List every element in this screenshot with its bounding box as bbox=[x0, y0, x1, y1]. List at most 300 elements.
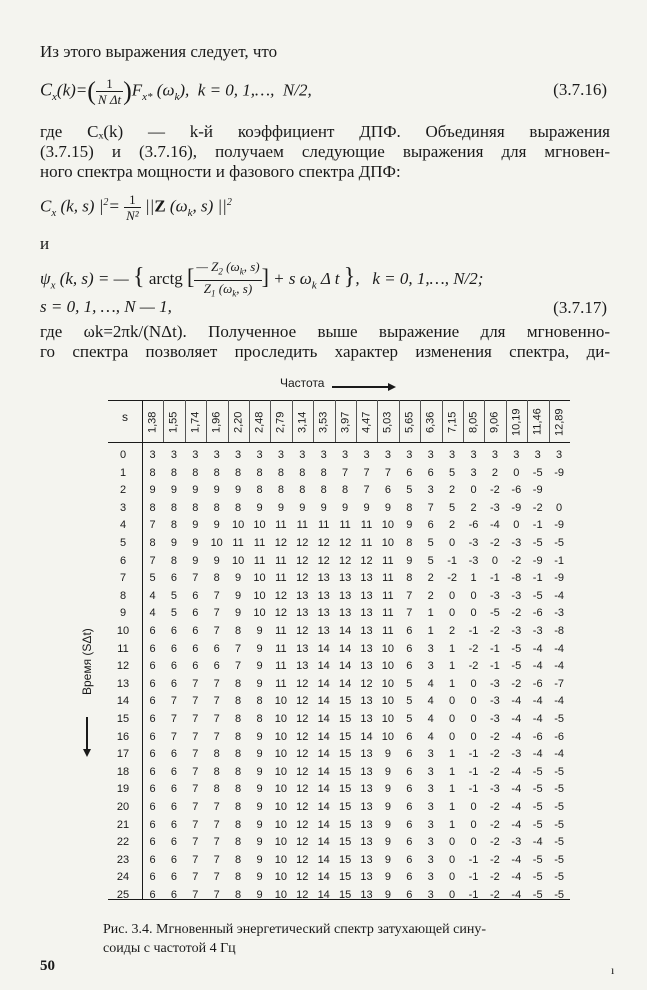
table-cell: 13 bbox=[360, 713, 373, 725]
table-cell: 7 bbox=[213, 607, 220, 620]
table-cell: 6 bbox=[406, 625, 413, 637]
table-cell: 9 bbox=[406, 519, 413, 532]
table-cell: 9 bbox=[170, 537, 177, 549]
table-cell: 13 bbox=[360, 695, 373, 708]
table-cell: 3 bbox=[299, 449, 306, 461]
table-cell: -4 bbox=[532, 695, 543, 708]
table-cell: 0 bbox=[470, 589, 477, 602]
table-cell: 9 bbox=[256, 853, 263, 866]
table-cell: 15 bbox=[338, 801, 352, 813]
header-divider bbox=[313, 400, 314, 442]
table-cell: 12 bbox=[296, 695, 309, 708]
row-index-cell: 23 bbox=[116, 853, 130, 866]
table-cell: 6 bbox=[406, 818, 413, 831]
table-cell: 6 bbox=[170, 748, 177, 761]
table-cell: 8 bbox=[235, 748, 242, 761]
table-cell: -4 bbox=[554, 660, 564, 673]
table-cell: 8 bbox=[170, 501, 177, 514]
table-cell: -2 bbox=[511, 554, 522, 567]
table-cell: 15 bbox=[338, 836, 352, 849]
table-cell: 10 bbox=[210, 537, 223, 549]
table-cell: 9 bbox=[406, 554, 413, 567]
table-cell: 8 bbox=[213, 572, 220, 585]
table-cell: 12 bbox=[338, 537, 352, 549]
table-cell: -1 bbox=[447, 554, 457, 567]
table-cell: 3 bbox=[320, 449, 327, 461]
header-divider bbox=[484, 400, 485, 442]
table-cell: 14 bbox=[317, 765, 330, 778]
table-row bbox=[108, 711, 570, 729]
table-cell: 6 bbox=[192, 589, 199, 602]
table-cell: 9 bbox=[384, 889, 391, 901]
table-cell: 4 bbox=[149, 607, 156, 620]
table-cell: 10 bbox=[381, 642, 395, 655]
table-cell: 9 bbox=[256, 818, 263, 831]
table-cell: 13 bbox=[338, 589, 352, 602]
row-index-cell: 24 bbox=[116, 871, 130, 884]
table-cell: 13 bbox=[360, 748, 373, 761]
frequency-header-cell: 2,79 bbox=[274, 411, 287, 433]
table-cell: -2 bbox=[490, 484, 500, 497]
table-cell: 7 bbox=[192, 889, 199, 901]
table-cell: 8 bbox=[406, 501, 413, 514]
table-cell: 6 bbox=[406, 801, 413, 813]
header-divider bbox=[335, 400, 336, 442]
table-cell: 12 bbox=[338, 554, 352, 567]
header-divider bbox=[206, 400, 207, 442]
table-cell: 8 bbox=[256, 484, 263, 497]
header-divider bbox=[549, 400, 550, 442]
table-cell: 2 bbox=[427, 589, 434, 602]
table-cell: -3 bbox=[511, 625, 522, 637]
table-cell: -2 bbox=[490, 818, 500, 831]
table-cell: 15 bbox=[338, 889, 352, 901]
table-cell: 9 bbox=[256, 889, 263, 901]
table-cell: -9 bbox=[511, 501, 522, 514]
table-cell: 9 bbox=[384, 836, 391, 849]
table-cell: 8 bbox=[235, 783, 242, 796]
table-cell: 3 bbox=[277, 449, 284, 461]
table-cell: 5 bbox=[149, 572, 156, 585]
table-cell: 8 bbox=[235, 713, 242, 725]
table-cell: 1 bbox=[449, 642, 456, 655]
table-cell: 9 bbox=[213, 554, 220, 567]
table-cell: 14 bbox=[317, 853, 330, 866]
table-cell: 1 bbox=[449, 677, 456, 690]
table-cell: 9 bbox=[256, 730, 263, 743]
table-cell: 13 bbox=[360, 660, 373, 673]
table-cell: 8 bbox=[235, 853, 242, 866]
table-cell: 6 bbox=[149, 677, 156, 690]
table-cell: 12 bbox=[296, 554, 309, 567]
table-cell: 9 bbox=[192, 554, 199, 567]
table-cell: -9 bbox=[532, 484, 543, 497]
table-cell: 3 bbox=[449, 449, 456, 461]
table-cell: 15 bbox=[338, 818, 352, 831]
table-cell: 8 bbox=[192, 466, 199, 479]
table-cell: -3 bbox=[490, 713, 500, 725]
table-cell: 12 bbox=[274, 607, 288, 620]
table-cell: 10 bbox=[274, 713, 288, 725]
table-cell: -5 bbox=[532, 537, 543, 549]
table-cell: -1 bbox=[468, 765, 479, 778]
frequency-header-cell: 1,55 bbox=[167, 411, 180, 433]
table-cell: 10 bbox=[381, 537, 395, 549]
frequency-header-cell: 4,47 bbox=[360, 411, 373, 433]
table-cell: 11 bbox=[382, 589, 394, 602]
table-cell: 7 bbox=[235, 660, 242, 673]
table-cell: 12 bbox=[296, 713, 309, 725]
table-cell: 7 bbox=[170, 695, 177, 708]
table-row bbox=[108, 799, 570, 817]
row-index-cell: 12 bbox=[116, 660, 130, 673]
table-cell: 7 bbox=[192, 836, 199, 849]
table-cell: 8 bbox=[277, 484, 284, 497]
table-cell: 6 bbox=[170, 853, 177, 866]
table-cell: 3 bbox=[170, 449, 177, 461]
table-row bbox=[108, 676, 570, 694]
table-cell: -4 bbox=[532, 748, 543, 761]
table-cell: 3 bbox=[213, 449, 220, 461]
table-cell: 9 bbox=[235, 607, 242, 620]
table-cell: 7 bbox=[149, 554, 156, 567]
equation-3-7-16: $C_x(k)=$( $\frac{1}{\text{N Δt}}$ )$F_{x*}$ $(\omega_k)$, k = 0, 1,…, N/2, bbox=[40, 76, 312, 107]
table-cell: 6 bbox=[170, 836, 177, 849]
table-cell: -3 bbox=[490, 501, 500, 514]
table-cell: 0 bbox=[449, 853, 456, 866]
table-cell: 0 bbox=[470, 730, 477, 743]
header-divider bbox=[292, 400, 293, 442]
table-cell: 7 bbox=[213, 836, 220, 849]
row-index-cell: 11 bbox=[117, 642, 129, 655]
table-cell: 9 bbox=[192, 519, 199, 532]
table-cell: -2 bbox=[468, 660, 479, 673]
table-cell: 13 bbox=[360, 836, 373, 849]
frequency-header-cell: 1,74 bbox=[189, 411, 202, 433]
table-cell: 6 bbox=[170, 660, 177, 673]
table-cell: 9 bbox=[256, 501, 263, 514]
table-cell: 7 bbox=[213, 871, 220, 884]
table-cell: 8 bbox=[235, 501, 242, 514]
table-cell: 8 bbox=[149, 537, 156, 549]
table-cell: -2 bbox=[490, 889, 500, 901]
table-cell: 3 bbox=[427, 783, 434, 796]
table-cell: 0 bbox=[449, 871, 456, 884]
table-cell: 7 bbox=[406, 607, 413, 620]
table-cell: 13 bbox=[338, 607, 352, 620]
table-cell: 11 bbox=[232, 537, 244, 549]
table-header-rule bbox=[108, 442, 570, 443]
table-cell: 9 bbox=[256, 642, 263, 655]
table-cell: 12 bbox=[317, 537, 330, 549]
table-cell: 9 bbox=[384, 765, 391, 778]
table-cell: 7 bbox=[149, 519, 156, 532]
table-cell: 11 bbox=[253, 537, 266, 549]
table-cell: 3 bbox=[427, 642, 434, 655]
table-cell: 9 bbox=[342, 501, 349, 514]
table-cell: 6 bbox=[149, 783, 156, 796]
table-cell: 5 bbox=[427, 554, 434, 567]
table-cell: 0 bbox=[449, 607, 456, 620]
table-cell: 4 bbox=[427, 695, 434, 708]
table-cell: 9 bbox=[384, 501, 391, 514]
table-cell: 6 bbox=[384, 484, 391, 497]
table-cell: 7 bbox=[192, 748, 199, 761]
table-cell: 15 bbox=[338, 853, 352, 866]
table-cell: 10 bbox=[274, 695, 288, 708]
table-cell: 10 bbox=[274, 853, 288, 866]
table-cell: -2 bbox=[490, 871, 500, 884]
table-row bbox=[108, 553, 570, 571]
table-cell: 9 bbox=[256, 660, 263, 673]
header-divider bbox=[527, 400, 528, 442]
table-cell: 6 bbox=[149, 713, 156, 725]
table-cell: 14 bbox=[317, 642, 330, 655]
table-cell: 7 bbox=[192, 783, 199, 796]
frequency-header-cell: 12,89 bbox=[553, 408, 566, 436]
frequency-axis-label: Частота bbox=[280, 376, 325, 390]
table-cell: 13 bbox=[360, 765, 373, 778]
table-cell: 12 bbox=[296, 871, 309, 884]
row-index-cell: 9 bbox=[119, 607, 127, 620]
table-cell: 0 bbox=[470, 677, 477, 690]
margin-mark: ı bbox=[611, 963, 615, 977]
table-cell: 7 bbox=[342, 466, 349, 479]
table-cell: 13 bbox=[360, 853, 373, 866]
table-cell: 10 bbox=[381, 695, 395, 708]
frequency-header-cell: 9,06 bbox=[488, 411, 501, 433]
table-cell: -2 bbox=[490, 730, 500, 743]
table-cell: 3 bbox=[427, 836, 434, 849]
table-cell: 6 bbox=[170, 889, 177, 901]
table-cell: 8 bbox=[256, 695, 263, 708]
table-cell: 10 bbox=[381, 519, 395, 532]
table-cell: 13 bbox=[317, 589, 330, 602]
table-cell: 11 bbox=[317, 519, 330, 532]
table-cell: 13 bbox=[360, 625, 373, 637]
frequency-header-cell: 10,19 bbox=[510, 408, 523, 436]
table-cell: 9 bbox=[256, 677, 263, 690]
table-cell: -5 bbox=[532, 466, 543, 479]
table-cell: 0 bbox=[449, 730, 456, 743]
table-cell: -3 bbox=[511, 537, 522, 549]
table-row bbox=[108, 517, 570, 535]
table-cell: 12 bbox=[360, 677, 373, 690]
table-cell: 12 bbox=[296, 836, 309, 849]
table-cell: 9 bbox=[170, 484, 177, 497]
table-cell: 14 bbox=[317, 730, 330, 743]
table-cell: 14 bbox=[317, 695, 330, 708]
table-cell: 10 bbox=[274, 871, 288, 884]
table-cell: 9 bbox=[256, 801, 263, 813]
table-cell: -5 bbox=[554, 871, 564, 884]
table-row bbox=[108, 746, 570, 764]
table-cell: 6 bbox=[149, 801, 156, 813]
row-index-cell: 22 bbox=[116, 836, 130, 849]
table-cell: -4 bbox=[511, 713, 522, 725]
table-cell: -4 bbox=[554, 695, 564, 708]
table-cell: 6 bbox=[192, 625, 199, 637]
header-divider bbox=[463, 400, 464, 442]
table-cell: -3 bbox=[468, 537, 479, 549]
table-cell: 6 bbox=[149, 748, 156, 761]
table-cell: 6 bbox=[170, 765, 177, 778]
table-cell: 13 bbox=[360, 801, 373, 813]
table-cell: 6 bbox=[170, 818, 177, 831]
table-cell: 0 bbox=[556, 501, 563, 514]
table-cell: 8 bbox=[299, 484, 306, 497]
header-divider bbox=[442, 400, 443, 442]
table-cell: 7 bbox=[213, 818, 220, 831]
table-row bbox=[108, 535, 570, 553]
frequency-header-cell: 5,65 bbox=[403, 411, 416, 433]
table-cell: 13 bbox=[360, 572, 373, 585]
row-index-cell: 14 bbox=[116, 695, 130, 708]
table-cell: 9 bbox=[320, 501, 327, 514]
table-cell: 9 bbox=[256, 871, 263, 884]
table-cell: 13 bbox=[296, 642, 309, 655]
table-cell: 7 bbox=[213, 589, 220, 602]
table-cell: 9 bbox=[384, 748, 391, 761]
table-cell: -4 bbox=[532, 660, 543, 673]
table-cell: 15 bbox=[338, 871, 352, 884]
table-cell: 5 bbox=[406, 713, 413, 725]
table-cell: 8 bbox=[235, 625, 242, 637]
row-index-cell: 4 bbox=[119, 519, 127, 532]
table-cell: 14 bbox=[317, 836, 330, 849]
table-cell: 14 bbox=[338, 625, 352, 637]
table-cell: 0 bbox=[449, 695, 456, 708]
table-cell: -1 bbox=[490, 660, 500, 673]
table-cell: -1 bbox=[468, 748, 479, 761]
table-cell: 14 bbox=[317, 889, 330, 901]
table-cell: 4 bbox=[149, 589, 156, 602]
table-cell: 8 bbox=[192, 501, 199, 514]
header-divider bbox=[270, 400, 271, 442]
table-cell: 8 bbox=[256, 713, 263, 725]
table-cell: 7 bbox=[192, 818, 199, 831]
table-cell: 8 bbox=[235, 466, 242, 479]
table-row bbox=[108, 570, 570, 588]
table-cell: -6 bbox=[554, 730, 564, 743]
row-index-cell: 3 bbox=[119, 501, 127, 514]
table-cell: 7 bbox=[192, 730, 199, 743]
table-cell: 3 bbox=[235, 449, 242, 461]
table-cell: 1 bbox=[449, 660, 456, 673]
row-index-cell: 17 bbox=[116, 748, 130, 761]
row-index-cell: 25 bbox=[116, 889, 130, 901]
table-cell: 14 bbox=[338, 660, 352, 673]
table-cell: 7 bbox=[427, 501, 434, 514]
table-cell: 11 bbox=[382, 554, 394, 567]
paragraph-line: где ωk=2πk/(NΔt). Полученное выше выражение для мгновенно- bbox=[40, 322, 610, 341]
table-cell: 3 bbox=[427, 801, 434, 813]
table-cell: 9 bbox=[384, 853, 391, 866]
table-cell: -5 bbox=[532, 801, 543, 813]
table-cell: 3 bbox=[491, 449, 498, 461]
table-cell: 7 bbox=[363, 466, 370, 479]
table-cell: 13 bbox=[360, 889, 373, 901]
table-cell: 11 bbox=[275, 660, 287, 673]
table-cell: 8 bbox=[213, 748, 220, 761]
table-cell: -1 bbox=[468, 783, 479, 796]
table-row bbox=[108, 500, 570, 518]
paragraph-line: где Cₓ(k) — k-й коэффициент ДПФ. Объединяя выражения bbox=[40, 122, 610, 141]
table-cell: 7 bbox=[213, 889, 220, 901]
table-cell: 3 bbox=[384, 449, 391, 461]
table-cell: -3 bbox=[468, 554, 479, 567]
table-cell: 7 bbox=[170, 713, 177, 725]
table-cell: 6 bbox=[406, 783, 413, 796]
table-cell: 11 bbox=[253, 554, 266, 567]
table-row bbox=[108, 817, 570, 835]
table-cell: 12 bbox=[296, 889, 309, 901]
table-cell: 3 bbox=[427, 748, 434, 761]
table-cell: 7 bbox=[213, 625, 220, 637]
table-cell: 7 bbox=[192, 572, 199, 585]
table-cell: -4 bbox=[511, 783, 522, 796]
caption-line: Рис. 3.4. Мгновенный энергетический спектр затухающей сину- bbox=[103, 922, 486, 937]
table-cell: -2 bbox=[532, 501, 543, 514]
table-cell: -5 bbox=[554, 836, 564, 849]
table-cell: 6 bbox=[170, 625, 177, 637]
table-cell: 14 bbox=[317, 713, 330, 725]
table-cell: -9 bbox=[554, 519, 564, 532]
table-cell: -5 bbox=[490, 607, 500, 620]
table-cell: -3 bbox=[490, 677, 500, 690]
table-cell: 7 bbox=[235, 642, 242, 655]
table-cell: -4 bbox=[511, 871, 522, 884]
table-cell: -3 bbox=[511, 589, 522, 602]
table-cell: 13 bbox=[360, 871, 373, 884]
table-cell: 13 bbox=[296, 660, 309, 673]
table-cell: -5 bbox=[532, 889, 543, 901]
table-cell: -4 bbox=[511, 695, 522, 708]
table-cell: 8 bbox=[235, 801, 242, 813]
table-cell: 9 bbox=[384, 783, 391, 796]
table-cell: 10 bbox=[274, 783, 288, 796]
row-index-cell: 10 bbox=[116, 625, 130, 637]
table-cell: 2 bbox=[427, 572, 434, 585]
table-cell: 13 bbox=[360, 642, 373, 655]
table-cell: -2 bbox=[490, 801, 500, 813]
table-cell: 6 bbox=[170, 783, 177, 796]
table-row bbox=[108, 482, 570, 500]
intro-line: Из этого выражения следует, что bbox=[40, 42, 278, 61]
frequency-header-cell: 3,14 bbox=[296, 411, 309, 433]
table-cell: 2 bbox=[491, 466, 498, 479]
row-index-cell: 0 bbox=[119, 449, 127, 461]
table-cell: -5 bbox=[554, 713, 564, 725]
table-cell: -1 bbox=[532, 519, 543, 532]
table-row bbox=[108, 588, 570, 606]
table-cell: 6 bbox=[149, 889, 156, 901]
table-cell: 9 bbox=[256, 765, 263, 778]
table-cell: 6 bbox=[149, 836, 156, 849]
table-cell: -3 bbox=[490, 783, 500, 796]
table-cell: -4 bbox=[554, 748, 564, 761]
table-cell: 7 bbox=[213, 713, 220, 725]
table-cell: 7 bbox=[213, 695, 220, 708]
table-cell: 8 bbox=[213, 501, 220, 514]
frequency-header-cell: 1,38 bbox=[146, 411, 159, 433]
table-cell: 14 bbox=[317, 871, 330, 884]
table-cell: 0 bbox=[470, 607, 477, 620]
table-row bbox=[108, 605, 570, 623]
table-cell: 10 bbox=[253, 519, 266, 532]
table-cell: 12 bbox=[296, 765, 309, 778]
table-cell: 8 bbox=[213, 466, 220, 479]
